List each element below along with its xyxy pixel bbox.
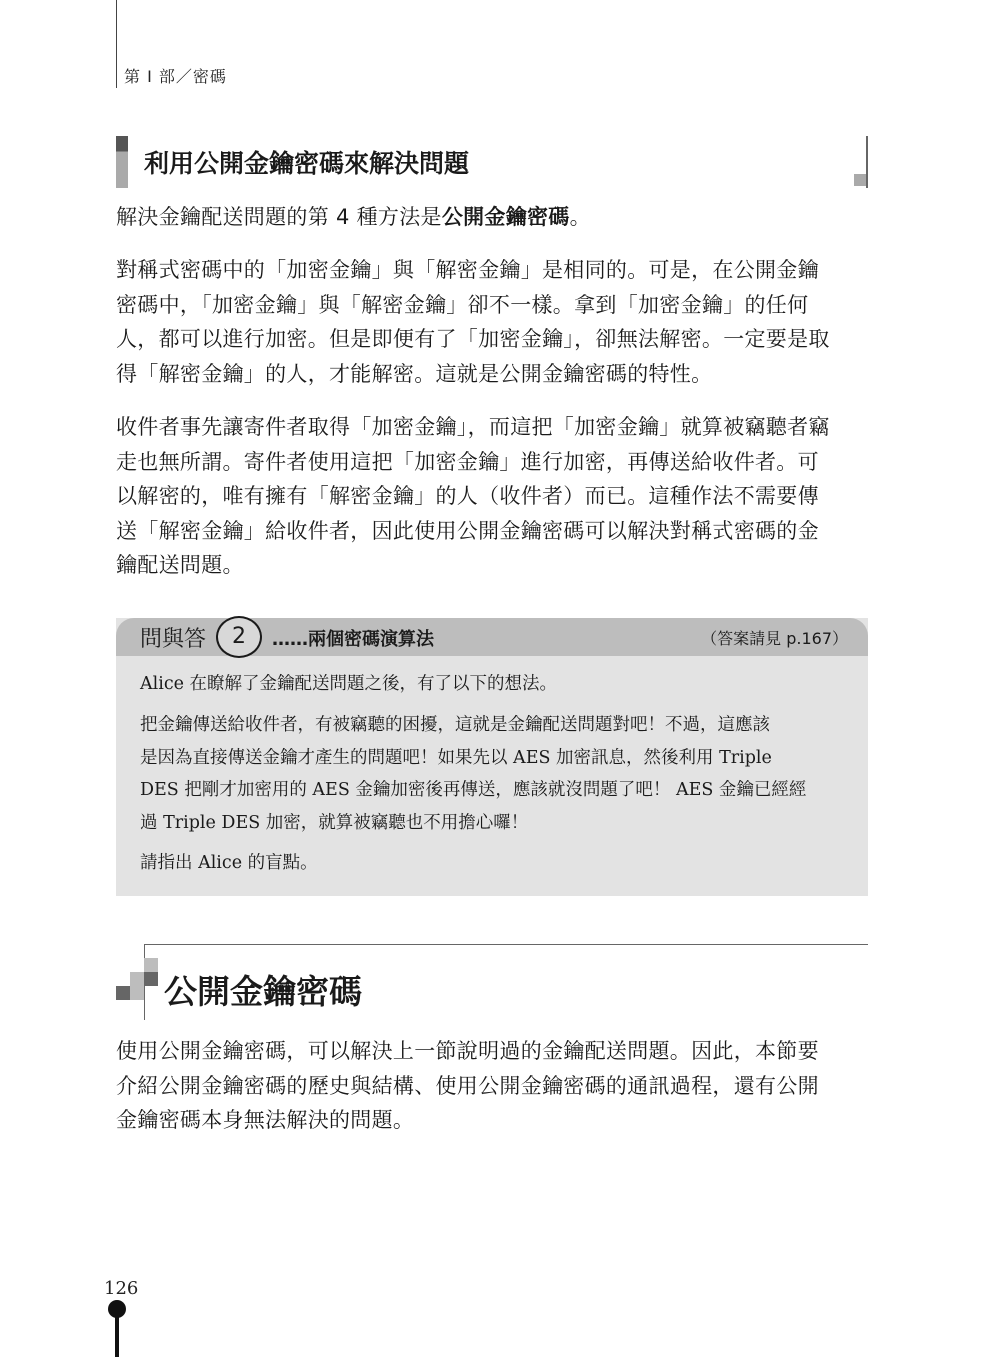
page-number: 126: [104, 1278, 139, 1299]
heading-left-bar: [116, 136, 128, 188]
intro-text: 解決金鑰配送問題的第 4 種方法是: [116, 205, 442, 229]
chapter-section-heading: [116, 944, 868, 1024]
paragraph-key-difference: [116, 253, 868, 391]
text-line: 使用公開金鑰密碼，可以解決上一節說明過的金鑰配送問題。因此，本節要: [116, 1039, 819, 1063]
top-margin-rule: [116, 0, 117, 88]
text-line: 走也無所謂。寄件者使用這把「加密金鑰」進行加密，再傳送給收件者。可: [116, 449, 819, 474]
qa-number-badge: 2: [216, 616, 262, 658]
checker-square: [116, 986, 130, 1000]
qa-body: [140, 709, 848, 839]
qa-label: 問與答: [140, 627, 207, 652]
text-line: 收件者事先讓寄件者取得「加密金鑰」，而這把「加密金鑰」就算被竊聽者竊: [116, 415, 830, 439]
text-line: 以解密的，唯有擁有「解密金鑰」的人（收件者）而已。這種作法不需要傳: [116, 484, 819, 508]
checker-square: [144, 958, 158, 972]
heading-corner-square: [854, 174, 866, 186]
qa-body-line: 過 Triple DES 加密，就算被竊聽也不用擔心囉！: [140, 812, 529, 833]
running-head: 第 I 部／密碼: [124, 67, 227, 86]
text-line: 送「解密金鑰」給收件者，因此使用公開金鑰密碼可以解決對稱式密碼的金: [116, 518, 819, 543]
intro-period: 。: [569, 205, 591, 229]
qa-body-line: 是因為直接傳送金鑰才產生的問題吧！如果先以 AES 加密訊息，然後利用 Triple: [140, 747, 772, 768]
text-line: 得「解密金鑰」的人，才能解密。這就是公開金鑰密碼的特性。: [116, 361, 713, 386]
qa-body-line: DES 把剛才加密用的 AES 金鑰加密後再傳送，應該就沒問題了吧！ AES 金鑰已經經: [140, 780, 807, 800]
chapter-section-title: 公開金鑰密碼: [164, 972, 362, 1011]
text-line: 人，都可以進行加密。但是即便有了「加密金鑰」，卻無法解密。一定要是取: [116, 327, 830, 351]
checker-square: [144, 972, 158, 986]
heading-right-bar: [866, 136, 868, 188]
intro-bold-term: 公開金鑰密碼: [441, 205, 570, 229]
paragraph-procedure: [116, 410, 868, 583]
text-line: 密碼中，「加密金鑰」與「解密金鑰」卻不一樣。拿到「加密金鑰」的任何: [116, 292, 809, 317]
paragraph-section-intro: [116, 1034, 868, 1138]
checker-square: [130, 972, 144, 986]
text-line: 金鑰密碼本身無法解決的問題。: [116, 1108, 415, 1132]
page-marker-stem: [115, 1314, 119, 1357]
text-line: 對稱式密碼中的「加密金鑰」與「解密金鑰」是相同的。可是，在公開金鑰: [116, 258, 819, 282]
qa-question: 請指出 Alice 的盲點。: [140, 853, 318, 873]
section-heading: [116, 136, 868, 188]
paragraph-intro: [116, 200, 868, 235]
qa-body-line: 把金鑰傳送給收件者，有被竊聽的困擾，這就是金鑰配送問題對吧！不過，這應該: [140, 715, 770, 735]
checker-square: [130, 986, 144, 1000]
qa-header: [116, 618, 868, 656]
qa-box: [116, 618, 868, 896]
text-line: 介紹公開金鑰密碼的歷史與結構、使用公開金鑰密碼的通訊過程，還有公開: [116, 1073, 819, 1098]
qa-intro: Alice 在瞭解了金鑰配送問題之後，有了以下的想法。: [140, 674, 558, 694]
text-line: 鑰配送問題。: [116, 553, 244, 577]
section-heading-title: 利用公開金鑰密碼來解決問題: [144, 149, 470, 178]
qa-title: ……兩個密碼演算法: [272, 629, 434, 650]
heading-top-rule: [144, 944, 868, 945]
qa-answer-reference: （答案請見 p.167）: [701, 629, 848, 648]
